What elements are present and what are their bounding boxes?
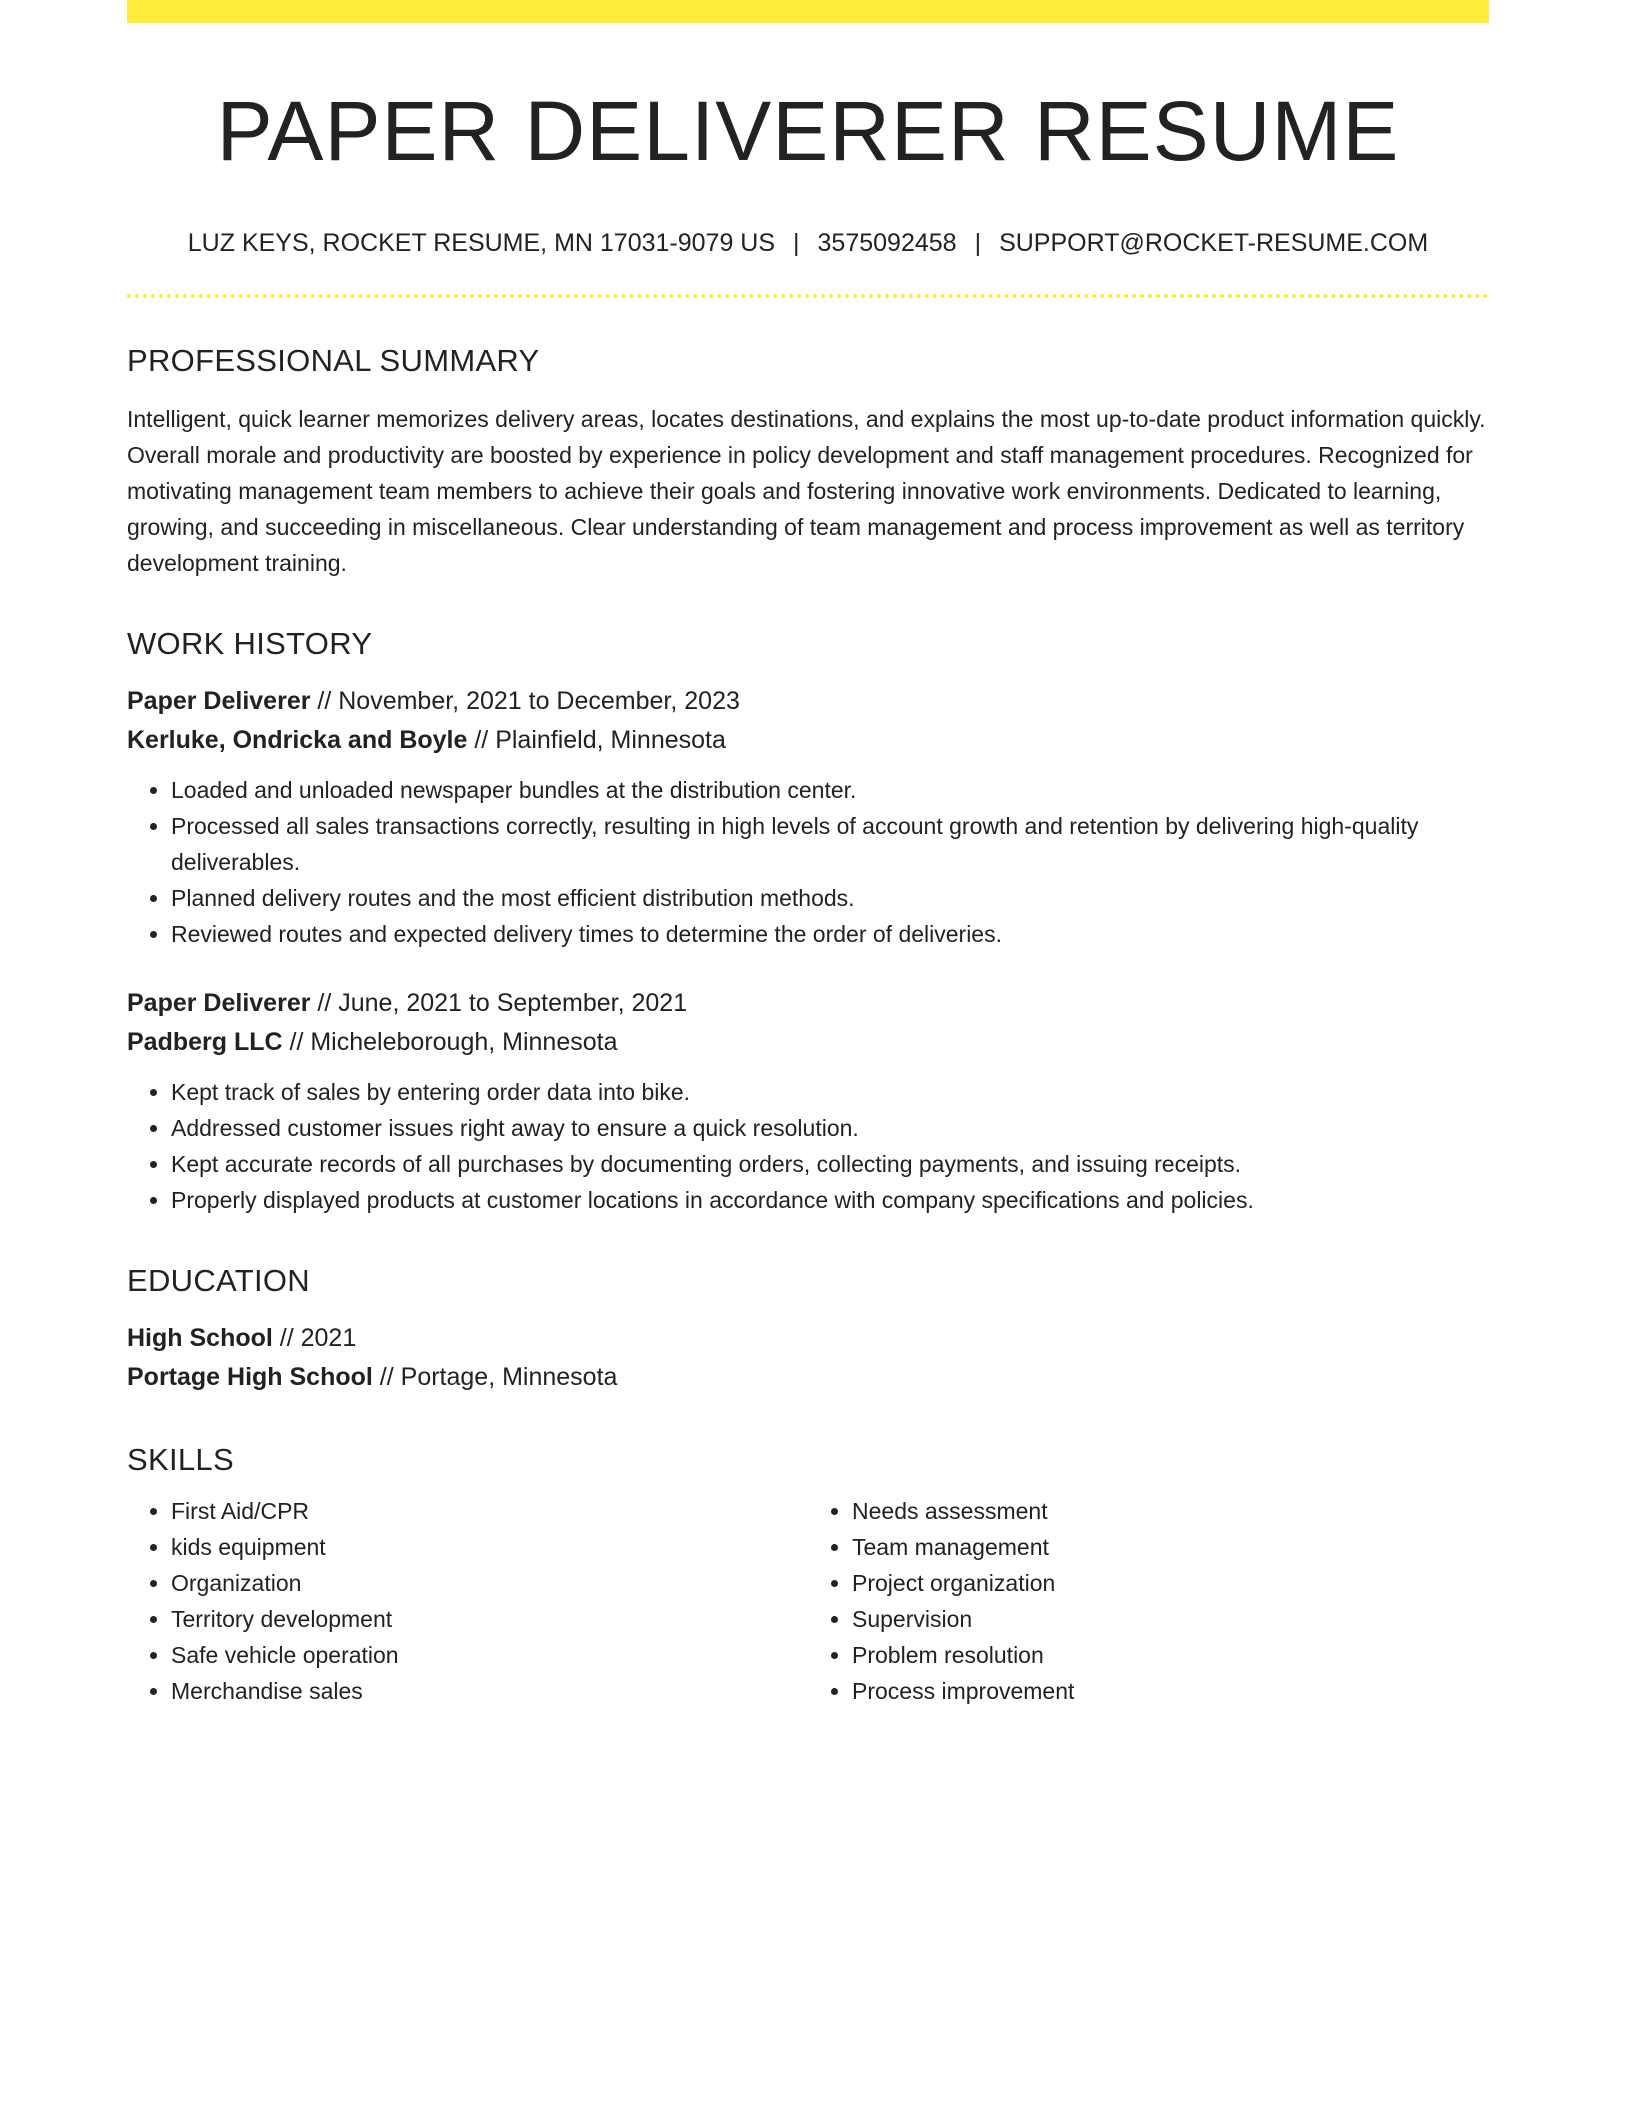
contact-separator: | bbox=[793, 228, 800, 257]
job-title: Paper Deliverer bbox=[127, 687, 311, 716]
job-bullet: • Planned delivery routes and the most efficient distribution methods. bbox=[171, 880, 1489, 916]
education-degree: High School bbox=[127, 1324, 273, 1353]
skill-item: • Problem resolution bbox=[852, 1637, 1489, 1673]
job-bullet: • Addressed customer issues right away to ensure a quick resolution. bbox=[171, 1110, 1489, 1146]
top-accent-bar bbox=[127, 0, 1489, 23]
section-heading-education: EDUCATION bbox=[127, 1263, 310, 1299]
skill-item: • Merchandise sales bbox=[171, 1673, 808, 1709]
resume-title: PAPER DELIVERER RESUME bbox=[216, 84, 1400, 178]
job-bullet: • Kept accurate records of all purchases by documenting orders, collecting payments, and issuing receipts. bbox=[171, 1146, 1489, 1182]
job-spacer bbox=[127, 952, 1489, 984]
education-school-line bbox=[127, 1358, 1489, 1397]
skill-item: • Process improvement bbox=[852, 1673, 1489, 1709]
job-entry bbox=[127, 984, 1489, 1218]
education-year: // 2021 bbox=[272, 1324, 357, 1353]
skill-item: • Territory development bbox=[171, 1601, 808, 1637]
skill-item: • First Aid/CPR bbox=[171, 1493, 808, 1529]
skill-item: • Safe vehicle operation bbox=[171, 1637, 808, 1673]
skill-item: • Needs assessment bbox=[852, 1493, 1489, 1529]
job-dates: // November, 2021 to December, 2023 bbox=[310, 687, 740, 716]
job-title-line bbox=[127, 984, 1489, 1023]
skills-columns bbox=[127, 1493, 1489, 1709]
job-bullet: • Loaded and unloaded newspaper bundles at the distribution center. bbox=[171, 772, 1489, 808]
contact-line bbox=[127, 228, 1489, 258]
skills-list-left bbox=[127, 1493, 808, 1709]
summary-text: Intelligent, quick learner memorizes delivery areas, locates destinations, and explains the most up-to-date product information quickly. Overall morale and productivity are boosted by experience in policy development and staff management procedures. Recognized for motivating management team members to achieve their goals and fostering innovative work environments. Dedicated to learning, growing, and succeeding in miscellaneous. Clear understanding of team management and process improvement as well as territory development training. bbox=[127, 405, 1486, 576]
job-title-line bbox=[127, 682, 1489, 721]
job-bullet: • Reviewed routes and expected delivery times to determine the order of deliveries. bbox=[171, 916, 1489, 952]
job-company-line bbox=[127, 1023, 1489, 1062]
job-bullet: • Kept track of sales by entering order data into bike. bbox=[171, 1074, 1489, 1110]
job-bullet: • Properly displayed products at customer locations in accordance with company specifications and policies. bbox=[171, 1182, 1489, 1218]
contact-phone: 3575092458 bbox=[817, 228, 957, 257]
skill-item: • Supervision bbox=[852, 1601, 1489, 1637]
skill-item: • Organization bbox=[171, 1565, 808, 1601]
job-title: Paper Deliverer bbox=[127, 989, 311, 1018]
job-company: Kerluke, Ondricka and Boyle bbox=[127, 726, 468, 755]
skill-item: • Project organization bbox=[852, 1565, 1489, 1601]
job-entry bbox=[127, 682, 1489, 952]
skill-item: • kids equipment bbox=[171, 1529, 808, 1565]
job-bullets bbox=[127, 772, 1489, 952]
contact-address: LUZ KEYS, ROCKET RESUME, MN 17031-9079 US bbox=[187, 228, 776, 257]
education-location: // Portage, Minnesota bbox=[372, 1363, 618, 1392]
skills-list-right bbox=[808, 1493, 1489, 1709]
section-heading-summary: PROFESSIONAL SUMMARY bbox=[127, 342, 540, 378]
job-dates: // June, 2021 to September, 2021 bbox=[310, 989, 688, 1018]
section-heading-skills: SKILLS bbox=[127, 1442, 234, 1478]
contact-separator: | bbox=[974, 228, 982, 257]
contact-email[interactable]: SUPPORT@ROCKET-RESUME.COM bbox=[999, 228, 1429, 257]
job-bullet: • Processed all sales transactions correctly, resulting in high levels of account growth and retention by delivering high-quality deliverables. bbox=[171, 808, 1489, 880]
skill-item: • Team management bbox=[852, 1529, 1489, 1565]
section-heading-work-history: WORK HISTORY bbox=[127, 625, 373, 661]
education-degree-line bbox=[127, 1319, 1489, 1358]
resume-page bbox=[127, 0, 1489, 1709]
dotted-divider bbox=[127, 294, 1489, 298]
job-bullets bbox=[127, 1074, 1489, 1218]
job-location: // Micheleborough, Minnesota bbox=[282, 1028, 618, 1057]
job-company: Padberg LLC bbox=[127, 1028, 283, 1057]
job-company-line bbox=[127, 721, 1489, 760]
job-location: // Plainfield, Minnesota bbox=[467, 726, 726, 755]
education-school: Portage High School bbox=[127, 1363, 373, 1392]
